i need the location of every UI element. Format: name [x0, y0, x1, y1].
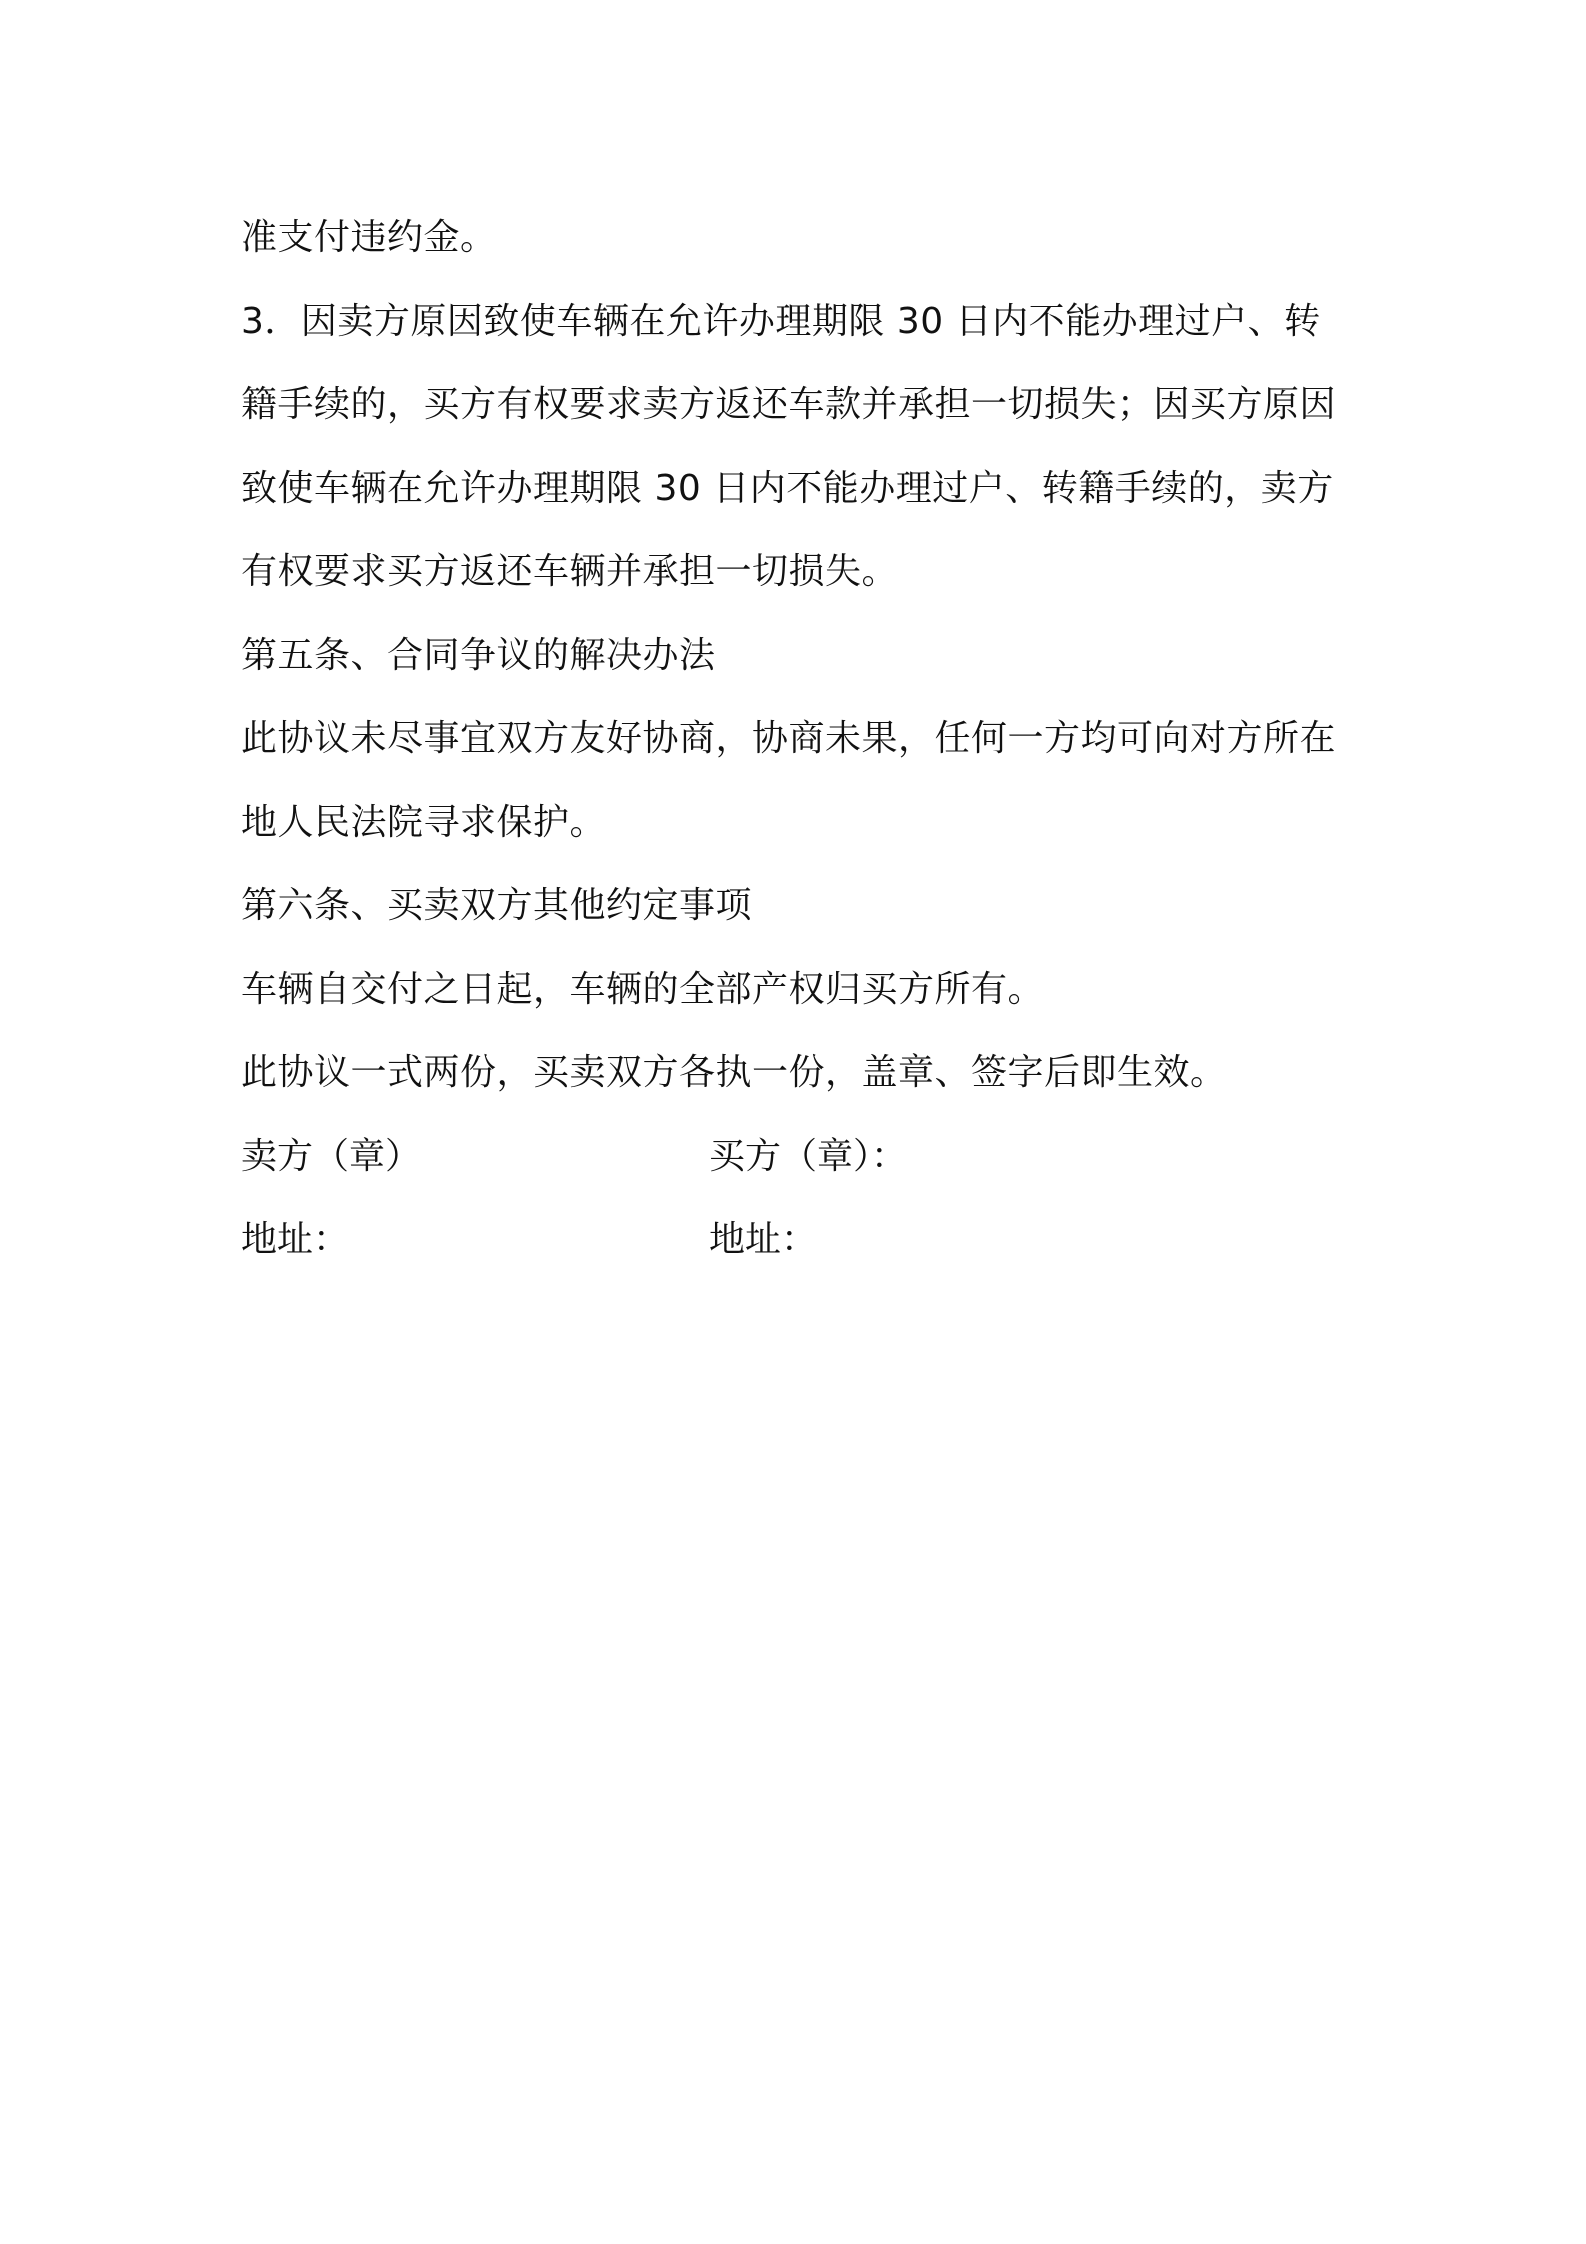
paragraph-line: 3．因卖方原因致使车辆在允许办理期限 30 日内不能办理过户、转 [241, 300, 1321, 342]
paragraph-line: 地人民法院寻求保护。 [241, 801, 607, 843]
section-heading-article-5: 第五条、合同争议的解决办法 [241, 634, 716, 676]
paragraph-line: 此协议一式两份，买卖双方各执一份，盖章、签字后即生效。 [241, 1052, 1227, 1093]
paragraph-line: 此协议未尽事宜双方友好协商，协商未果，任何一方均可向对方所在 [241, 718, 1337, 759]
buyer-address-label: 地址： [709, 1219, 818, 1260]
section-heading-article-6: 第六条、买卖双方其他约定事项 [241, 885, 753, 926]
paragraph-line: 有权要求买方返还车辆并承担一切损失。 [241, 551, 899, 592]
paragraph-line: 致使车辆在允许办理期限 30 日内不能办理过户、转籍手续的，卖方 [241, 467, 1334, 509]
seller-address-label: 地址： [241, 1219, 350, 1260]
paragraph-line: 准支付违约金。 [241, 217, 497, 258]
address-row [241, 1198, 1361, 1282]
paragraph-line: 籍手续的，买方有权要求卖方返还车款并承担一切损失；因买方原因 [241, 384, 1337, 425]
paragraph-line: 车辆自交付之日起，车辆的全部产权归买方所有。 [241, 968, 1045, 1010]
document-body [241, 196, 1361, 1282]
signature-row [241, 1115, 1361, 1199]
seller-seal-label: 卖方（章） [241, 1135, 422, 1177]
buyer-seal-label: 买方（章）： [709, 1135, 908, 1177]
